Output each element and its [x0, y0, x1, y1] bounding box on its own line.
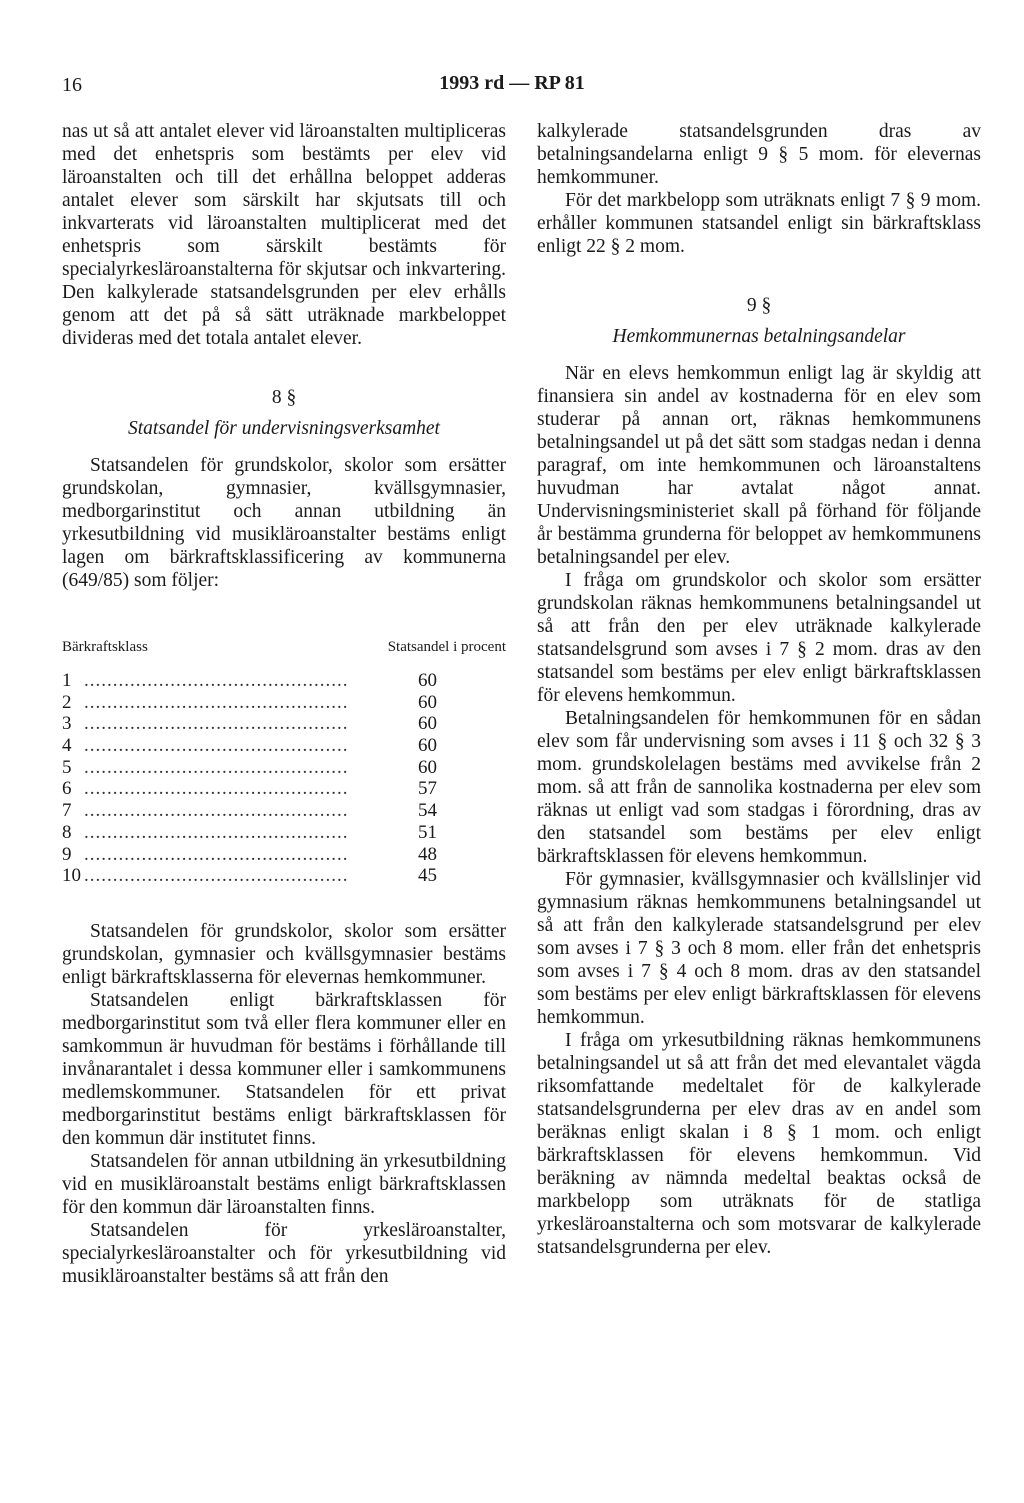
table-class-cell: 6 [62, 778, 72, 800]
table-value-cell: 45 [418, 865, 437, 887]
page-number: 16 [62, 74, 82, 96]
left-paragraph: Statsandelen enligt bärkraftsklassen för medborgarinstitut som två eller flera kommuner eller en samkommun är huvudman för bestäms i förhållande till invånarantalet i dessa kommuner eller i samkommunens medlemskommuner. Statsandelen för ett privat medborgarinstitut bestäms enligt bärkraftsklassen för den kommun där institutet finns. [62, 989, 506, 1149]
table-header [62, 636, 506, 659]
right-paragraph: I fråga om grundskolor och skolor som ersätter grundskolan räknas hemkommunens betalningsandel ut så att från den per elev uträknade kalkylerade statsandelsgrund som avses i 7 § 2 mom. dras av den statsandel som bestäms per elev enligt bärkraftsklassen för elevens hemkommun. [537, 570, 981, 706]
table-row [62, 734, 506, 756]
table-class-cell: 5 [62, 756, 72, 778]
table-row [62, 864, 506, 886]
table-value-cell: 54 [418, 800, 437, 822]
left-intro-paragraph: nas ut så att antalet elever vid läroanstalten multipliceras med det enhetspris som bestämts per elev vid läroanstalten och till det erhållna beloppet adderas antalet elever som särskilt har skjutsats till och inkvarterats vid läroanstalten multiplicerat med det enhetspris som särskilt bestämts för specialyrkesläroanstalterna för skjutsar och inkvartering. Den kalkylerade statsandelsgrunden per elev erhålls genom att det på så sätt uträknade markbeloppet divideras med det totala antalet elever. [62, 121, 506, 349]
statsandel-table [62, 669, 506, 886]
leader-dots: .............................................. [84, 756, 349, 778]
left-column [62, 120, 506, 1288]
left-paragraph: Statsandelen för yrkesläroanstalter, specialyrkesläroanstalter och för yrkesutbildning vid musikläroanstalter bestäms så att från den [62, 1219, 506, 1287]
right-paragraph: Betalningsandelen för hemkommunen för en sådan elev som får undervisning som avses i 11 § och 32 § 3 mom. grundskolelagen bestäms med avvikelse från 2 mom. så att från de sannolika kostnaderna per elev som räknas ut enligt vad som stadgas i förordning, dras av den statsandel som bestäms per elev enligt bärkraftsklassen för elevens hemkommun. [537, 708, 981, 867]
right-intro-paragraph: kalkylerade statsandelsgrunden dras av betalningsandelarna enligt 9 § 5 mom. för elevernas hemkommuner. [537, 121, 981, 188]
table-value-cell: 48 [418, 843, 437, 865]
leader-dots: .............................................. [84, 821, 349, 843]
table-row [62, 756, 506, 778]
right-paragraph: När en elevs hemkommun enligt lag är skyldig att finansiera sin andel av kostnaderna för en elev som studerar på annan ort, räknas hemkommunens betalningsandel ut på det sätt som stadgas nedan i denna paragraf, om inte hemkommunen och läroanstaltens huvudman har avtalat något annat. Undervisningsministeriet skall på förhand för följande år bestämma grunderna för beloppet av hemkommunens betalningsandel per elev. [537, 363, 981, 568]
leader-dots: .............................................. [84, 843, 349, 865]
leader-dots: .............................................. [84, 865, 349, 887]
right-paragraph: För gymnasier, kvällsgymnasier och kvällslinjer vid gymnasium räknas hemkommunens betalningsandel ut så att från den kalkylerade statsandelsgrund per elev som avses i 7 § 3 och 8 mom. eller från det enhetspris som avses i 7 § 4 och 8 mom. dras av den statsandel som bestäms per elev enligt bärkraftsklassen för elevens hemkommun. [537, 869, 981, 1028]
table-value-cell: 60 [418, 713, 437, 735]
table-class-cell: 9 [62, 843, 72, 865]
leader-dots: .............................................. [84, 800, 349, 822]
left-paragraph: Statsandelen för grundskolor, skolor som ersätter grundskolan, gymnasier och kvällsgymnasier bestäms enligt bärkraftsklasserna för elevernas hemkommuner. [62, 920, 506, 988]
table-header-class: Bärkraftsklass [62, 639, 148, 655]
table-row [62, 777, 506, 799]
table-header-percent: Statsandel i procent [387, 639, 506, 655]
table-row [62, 712, 506, 734]
leader-dots: .............................................. [84, 778, 349, 800]
table-class-cell: 8 [62, 821, 72, 843]
table-row [62, 799, 506, 821]
table-row [62, 691, 506, 713]
table-value-cell: 60 [418, 756, 437, 778]
right-intro-paragraph-2: För det markbelopp som uträknats enligt 7 § 9 mom. erhåller kommunen statsandel enligt sin bärkraftsklass enligt 22 § 2 mom. [537, 190, 981, 257]
table-class-cell: 10 [62, 865, 81, 887]
table-class-cell: 1 [62, 670, 72, 691]
right-paragraph: I fråga om yrkesutbildning räknas hemkommunens betalningsandel ut så att från det med elevantalet vägda riksomfattande medeltalet för de kalkylerade statsandelsgrunderna per elev dras av en andel som beräknas enligt skalan i 8 § 1 mom. och enligt bärkraftsklassen för elevens hemkommun. Vid beräkning av nämnda medeltal beaktas också de markbelopp som uträknats för de statliga yrkesläroanstalterna och som motsvarar de kalkylerade statsandelsgrunderna per elev. [537, 1030, 981, 1258]
section-8-number: 8 § [271, 387, 297, 408]
table-row [62, 669, 506, 691]
leader-dots: .............................................. [84, 691, 349, 713]
table-value-cell: 57 [418, 778, 437, 800]
table-row [62, 821, 506, 843]
left-paragraph: Statsandelen för annan utbildning än yrkesutbildning vid en musikläroanstalt bestäms enligt bärkraftsklassen för den kommun där läroanstalten finns. [62, 1150, 506, 1218]
section-9-title: Hemkommunernas betalningsandelar [612, 326, 906, 347]
right-column [537, 120, 981, 1259]
table-row [62, 843, 506, 865]
section-8-title: Statsandel för undervisningsverksamhet [128, 418, 440, 439]
leader-dots: .............................................. [84, 670, 349, 691]
table-value-cell: 51 [418, 821, 437, 843]
section-9-number: 9 § [746, 295, 772, 316]
table-value-cell: 60 [418, 670, 437, 691]
leader-dots: .............................................. [84, 735, 349, 757]
table-class-cell: 4 [62, 735, 72, 757]
table-value-cell: 60 [418, 735, 437, 757]
table-value-cell: 60 [418, 691, 437, 713]
leader-dots: .............................................. [84, 713, 349, 735]
running-head: 1993 rd — RP 81 [439, 72, 585, 94]
table-class-cell: 2 [62, 691, 72, 713]
section-8-paragraph: Statsandelen för grundskolor, skolor som ersätter grundskolan, gymnasier, kvällsgymnasier, medborgarinstitut och annan utbildning än yrkesutbildning vid musikläroanstalter bestäms enligt lagen om bärkraftsklassificering av kommunerna (649/85) som följer: [62, 455, 506, 591]
table-class-cell: 7 [62, 800, 72, 822]
table-class-cell: 3 [62, 713, 72, 735]
